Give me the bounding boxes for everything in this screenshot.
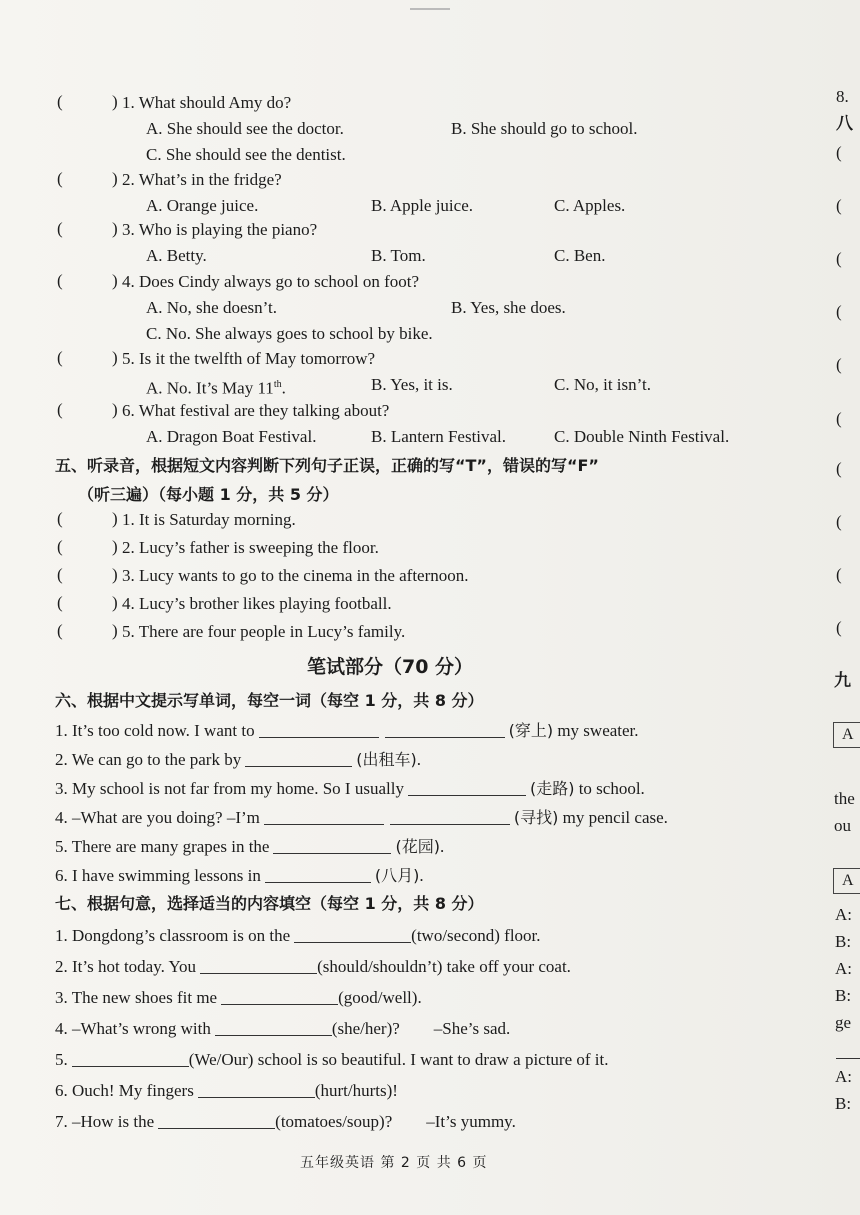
fill-item <box>55 987 422 1009</box>
item-text-after: . <box>416 750 421 769</box>
option-sup-after: . <box>281 378 286 398</box>
item-text: 6. I have swimming lessons in <box>55 866 261 885</box>
answer-paren-open: ( <box>57 509 63 528</box>
right-paren: ( <box>836 512 842 531</box>
answer-option <box>371 195 473 217</box>
item-text: 4. –What are you doing? –I’m <box>55 808 260 827</box>
option-text: B. Tom. <box>371 246 426 265</box>
item-text-after: . <box>417 988 422 1007</box>
answer-blank[interactable] <box>294 926 411 943</box>
answer-paren-close: ) <box>112 537 118 556</box>
answer-paren-open: ( <box>57 219 63 238</box>
option-text: C. Apples. <box>554 196 626 215</box>
option-text: A. Betty. <box>146 246 207 265</box>
item-text-after: –It’s yummy. <box>392 1112 516 1131</box>
statement-text: 3. Lucy wants to go to the cinema in the afternoon. <box>122 566 469 585</box>
option-sup: th <box>273 379 282 390</box>
option-text: C. She should see the dentist. <box>146 145 346 164</box>
chinese-hint: (八月) <box>374 866 420 885</box>
item-text-after: my pencil case. <box>558 808 668 827</box>
answer-paren-close: ) <box>112 400 118 419</box>
option-text: B. Yes, it is. <box>371 375 453 394</box>
right-section9: 九 <box>834 671 851 691</box>
answer-blank[interactable] <box>273 837 391 854</box>
right-dash <box>836 1058 860 1059</box>
answer-blank[interactable] <box>390 808 510 825</box>
answer-paren-open: ( <box>57 537 63 556</box>
answer-blank[interactable] <box>245 750 352 767</box>
right-paren: ( <box>836 302 842 321</box>
choice-hint: (hurt/hurts) <box>314 1081 393 1100</box>
item-text-after: floor. <box>499 926 541 945</box>
fill-item <box>55 1080 398 1102</box>
answer-option <box>371 245 426 267</box>
option-text: C. Ben. <box>554 246 606 265</box>
section5-subtitle: （听三遍）（每小题 1 分，共 5 分） <box>78 485 339 504</box>
option-text: C. No. She always goes to school by bike. <box>146 324 433 343</box>
item-text-after: to school. <box>574 779 645 798</box>
chinese-hint: (走路) <box>529 779 575 798</box>
answer-blank[interactable] <box>265 866 371 883</box>
answer-blank[interactable] <box>72 1050 189 1067</box>
question-text: 5. Is it the twelfth of May tomorrow? <box>122 349 376 368</box>
answer-blank[interactable] <box>198 1081 315 1098</box>
item-text-after: . <box>439 837 445 856</box>
answer-blank[interactable] <box>215 1019 332 1036</box>
item-text: 3. The new shoes fit me <box>55 988 218 1007</box>
answer-option <box>146 426 316 448</box>
fill-item <box>55 720 639 742</box>
item-text-after: –She’s sad. <box>399 1019 511 1038</box>
question-text: 3. Who is playing the piano? <box>122 220 318 239</box>
right-paren: ( <box>836 249 842 268</box>
answer-paren-open: ( <box>57 621 63 640</box>
answer-paren-close: ) <box>112 92 118 111</box>
answer-paren-close: ) <box>112 509 118 528</box>
answer-blank[interactable] <box>259 721 379 738</box>
right-box-a: A <box>833 722 860 748</box>
right-paren: ( <box>836 143 842 162</box>
item-text: 1. Dongdong’s classroom is on the <box>55 926 291 945</box>
chinese-hint: (穿上) <box>508 721 554 740</box>
right-our: ou <box>834 816 851 835</box>
fill-item <box>55 956 571 978</box>
answer-option <box>146 374 286 400</box>
answer-option <box>146 195 258 217</box>
answer-paren-open: ( <box>57 271 63 290</box>
answer-option <box>371 374 453 396</box>
answer-option <box>146 323 433 345</box>
choice-hint: (We/Our) <box>188 1050 254 1069</box>
right-q8: 8. <box>836 87 849 106</box>
answer-blank[interactable] <box>385 721 505 738</box>
option-text: B. She should go to school. <box>451 119 638 138</box>
fill-item <box>55 1049 609 1071</box>
fill-item <box>55 778 645 800</box>
right-dialogue: A: <box>835 1067 852 1086</box>
question-text: 6. What festival are they talking about? <box>122 401 390 420</box>
answer-option <box>554 426 729 448</box>
fill-item <box>55 1018 510 1040</box>
answer-paren-open: ( <box>57 565 63 584</box>
item-text-after: my sweater. <box>553 721 639 740</box>
item-text: 6. Ouch! My fingers <box>55 1081 194 1100</box>
answer-option <box>146 118 344 140</box>
item-text: 2. It’s hot today. You <box>55 957 197 976</box>
answer-option <box>554 195 625 217</box>
right-paren: ( <box>836 565 842 584</box>
option-text: A. Dragon Boat Festival. <box>146 427 317 446</box>
statement-text: 5. There are four people in Lucy’s family. <box>122 622 406 641</box>
answer-paren-open: ( <box>57 400 63 419</box>
choice-hint: (two/second) <box>411 926 500 945</box>
answer-paren-close: ) <box>112 348 118 367</box>
answer-paren-close: ) <box>112 271 118 290</box>
answer-option <box>371 426 506 448</box>
fill-item <box>55 925 541 947</box>
answer-blank[interactable] <box>200 957 317 974</box>
fill-item <box>55 749 421 771</box>
statement-text: 1. It is Saturday morning. <box>122 510 296 529</box>
item-text: 3. My school is not far from my home. So I usually <box>55 779 404 798</box>
option-text: A. She should see the doctor. <box>146 119 344 138</box>
answer-paren-open: ( <box>57 348 63 367</box>
right-dialogue: ge <box>835 1013 852 1032</box>
fill-item <box>55 865 424 887</box>
right-paren: ( <box>836 196 842 215</box>
answer-option <box>146 297 277 319</box>
chinese-hint: (寻找) <box>513 808 559 827</box>
item-text-after: ! <box>392 1081 398 1100</box>
option-text: B. Lantern Festival. <box>371 427 507 446</box>
option-text: C. No, it isn’t. <box>554 375 651 394</box>
item-text: 4. –What’s wrong with <box>55 1019 211 1038</box>
answer-option <box>554 245 605 267</box>
answer-paren-open: ( <box>57 169 63 188</box>
top-mark <box>410 8 450 10</box>
question-text: 4. Does Cindy always go to school on foot? <box>122 272 419 291</box>
section5-title: 五、听录音，根据短文内容判断下列句子正误，正确的写“T”，错误的写“F” <box>55 456 599 475</box>
item-text: 5. There are many grapes in the <box>55 837 270 856</box>
right-box-a2: A <box>833 868 860 894</box>
written-part-title: 笔试部分（70 分） <box>307 656 474 678</box>
right-dialogue: A: <box>835 905 852 924</box>
choice-hint: (should/shouldn’t) <box>317 957 443 976</box>
answer-option <box>146 144 346 166</box>
answer-paren-close: ) <box>112 621 118 640</box>
option-text: A. Orange juice. <box>146 196 259 215</box>
page-footer: 五年级英语 第 2 页 共 6 页 <box>300 1155 488 1171</box>
right-paren: ( <box>836 409 842 428</box>
item-text-after: school is so beautiful. I want to draw a picture of it. <box>253 1050 609 1069</box>
item-text-after: take off your coat. <box>442 957 571 976</box>
right-dialogue: B: <box>835 932 852 951</box>
fill-item <box>55 807 668 829</box>
answer-paren-open: ( <box>57 593 63 612</box>
right-dialogue: A: <box>835 959 852 978</box>
choice-hint: (good/well) <box>338 988 418 1007</box>
answer-blank[interactable] <box>264 808 384 825</box>
option-text: A. No, she doesn’t. <box>146 298 277 317</box>
answer-option <box>146 245 207 267</box>
option-text: B. Apple juice. <box>371 196 473 215</box>
answer-paren-close: ) <box>112 565 118 584</box>
section7-title: 七、根据句意，选择适当的内容填空（每空 1 分，共 8 分） <box>55 894 484 913</box>
chinese-hint: (花园) <box>395 837 440 856</box>
right-the: the <box>834 789 855 808</box>
answer-paren-close: ) <box>112 593 118 612</box>
answer-option <box>554 374 651 396</box>
choice-hint: (she/her)? <box>331 1019 400 1038</box>
item-text: 1. It’s too cold now. I want to <box>55 721 255 740</box>
fill-item <box>55 1111 516 1133</box>
question-text: 2. What’s in the fridge? <box>122 170 282 189</box>
answer-blank[interactable] <box>158 1112 275 1129</box>
question-text: 1. What should Amy do? <box>122 93 292 112</box>
answer-paren-close: ) <box>112 219 118 238</box>
answer-blank[interactable] <box>221 988 338 1005</box>
right-dialogue: B: <box>835 986 852 1005</box>
item-text: 5. <box>55 1050 68 1069</box>
right-section8: 八 <box>836 114 853 134</box>
right-paren: ( <box>836 459 842 478</box>
answer-blank[interactable] <box>408 779 526 796</box>
option-text: C. Double Ninth Festival. <box>554 427 730 446</box>
option-text: A. No. It’s May 11 <box>146 378 274 398</box>
item-text: 2. We can go to the park by <box>55 750 242 769</box>
answer-option <box>451 118 638 140</box>
item-text: 7. –How is the <box>55 1112 155 1131</box>
statement-text: 2. Lucy’s father is sweeping the floor. <box>122 538 379 557</box>
right-paren: ( <box>836 355 842 374</box>
choice-hint: (tomatoes/soup)? <box>275 1112 393 1131</box>
item-text-after: . <box>419 866 424 885</box>
answer-paren-close: ) <box>112 169 118 188</box>
fill-item <box>55 836 444 858</box>
section6-title: 六、根据中文提示写单词，每空一词（每空 1 分，共 8 分） <box>55 691 484 710</box>
answer-paren-open: ( <box>57 92 63 111</box>
answer-option <box>451 297 566 319</box>
statement-text: 4. Lucy’s brother likes playing football. <box>122 594 392 613</box>
chinese-hint: (出租车) <box>356 750 417 769</box>
right-dialogue: B: <box>835 1094 852 1113</box>
right-paren: ( <box>836 618 842 637</box>
option-text: B. Yes, she does. <box>451 298 566 317</box>
